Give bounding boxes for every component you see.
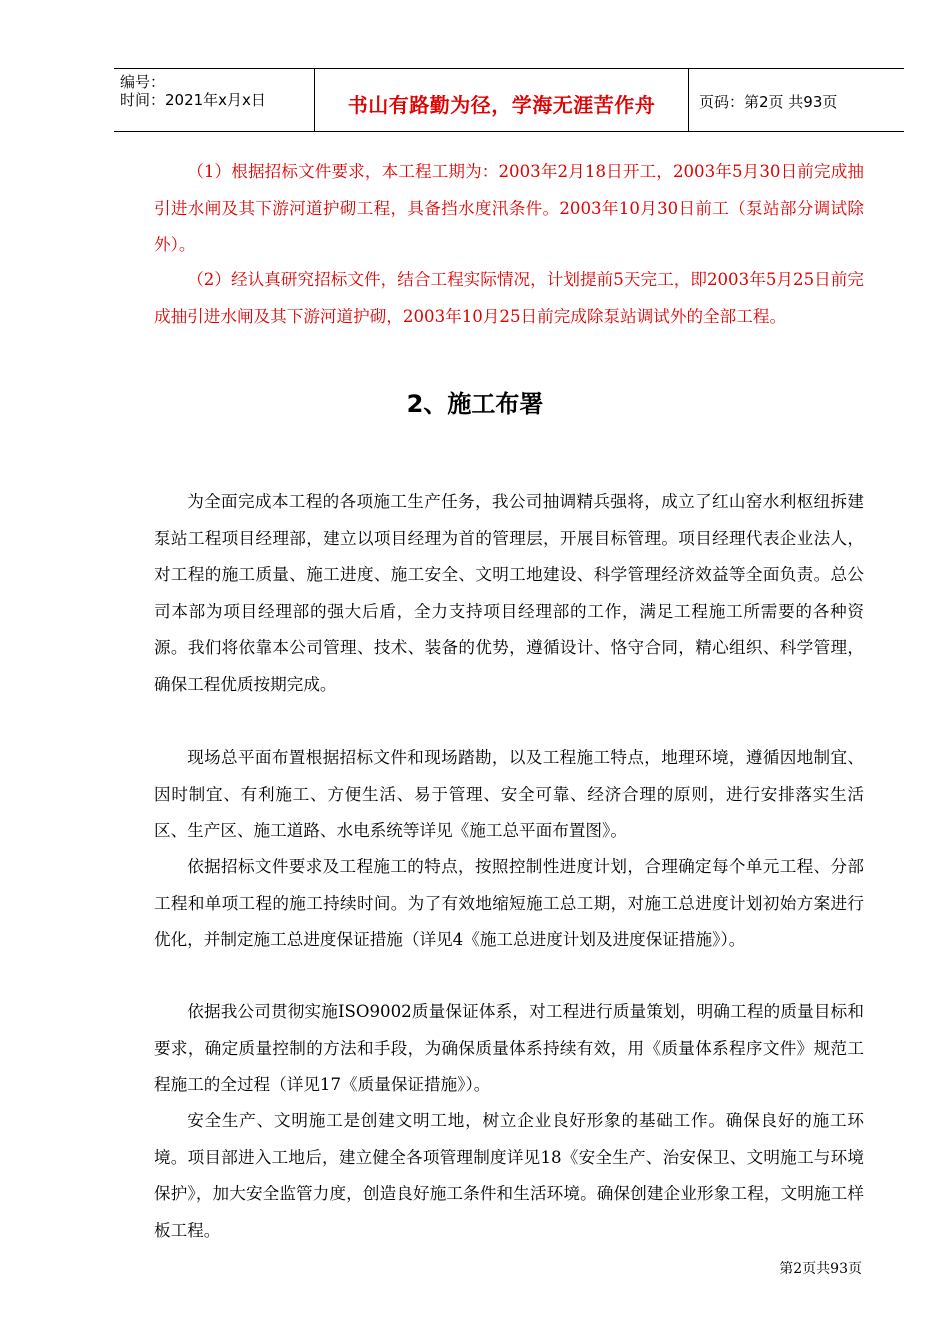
header-page-cell [689, 69, 904, 131]
header-page-info: 页码：第2页 共93页 [699, 93, 838, 111]
document-time-label: 时间：2021年x月x日 [120, 91, 266, 109]
body-paragraph-2: 现场总平面布置根据招标文件和现场踏勘，以及工程施工特点，地理环境，遵循因地制宜、因时制宜、有利施工、方便生活、易于管理、安全可靠、经济合理的原则，进行安排落实生活区、生产区、施工道路、水电系统等详见《施工总平面布置图》。 [154, 748, 864, 840]
header-meta-cell [114, 69, 315, 131]
page-header [114, 68, 904, 132]
header-motto-cell [315, 69, 689, 131]
page-footer: 第2页共93页 [779, 1261, 862, 1277]
body-paragraph-4: 依据我公司贯彻实施ISO9002质量保证体系，对工程进行质量策划，明确工程的质量目标和要求，确定质量控制的方法和手段，为确保质量体系持续有效，用《质量体系程序文件》规范工程施工的全过程（详见17《质量保证措施》）。 [154, 1002, 864, 1094]
section-title: 2、施工布署 [406, 390, 544, 418]
body-paragraph-1: 为全面完成本工程的各项施工生产任务，我公司抽调精兵强将，成立了红山窑水利枢纽拆建泵站工程项目经理部，建立以项目经理为首的管理层，开展目标管理。项目经理代表企业法人，对工程的施工质量、施工进度、施工安全、文明工地建设、科学管理经济效益等全面负责。总公司本部为项目经理部的强大后盾，全力支持项目经理部的工作，满足工程施工所需要的各种资源。我们将依靠本公司管理、技术、装备的优势，遵循设计、恪守合同，精心组织、科学管理，确保工程优质按期完成。 [154, 492, 864, 694]
schedule-paragraph-2: （2）经认真研究招标文件，结合工程实际情况，计划提前5天完工，即2003年5月25日前完成抽引进水闸及其下游河道护砌，2003年10月25日前完成除泵站调试外的全部工程。 [154, 270, 864, 326]
document-number-label: 编号： [120, 73, 166, 91]
body-paragraph-5: 安全生产、文明施工是创建文明工地，树立企业良好形象的基础工作。确保良好的施工环境。项目部进入工地后，建立健全各项管理制度详见18《安全生产、治安保卫、文明施工与环境保护》，加大安全监管力度，创造良好施工条件和生活环境。确保创建企业形象工程，文明施工样板工程。 [154, 1111, 864, 1240]
body-paragraph-3: 依据招标文件要求及工程施工的特点，按照控制性进度计划，合理确定每个单元工程、分部工程和单项工程的施工持续时间。为了有效地缩短施工总工期，对施工总进度计划初始方案进行优化，并制定施工总进度保证措施（详见4《施工总进度计划及进度保证措施》）。 [154, 857, 864, 949]
header-motto: 书山有路勤为径，学海无涯苦作舟 [347, 93, 656, 117]
schedule-paragraph-1: （1）根据招标文件要求，本工程工期为：2003年2月18日开工，2003年5月30日前完成抽引进水闸及其下游河道护砌工程，具备挡水度汛条件。2003年10月30日前工（泵站部分调试除外）。 [154, 162, 864, 254]
